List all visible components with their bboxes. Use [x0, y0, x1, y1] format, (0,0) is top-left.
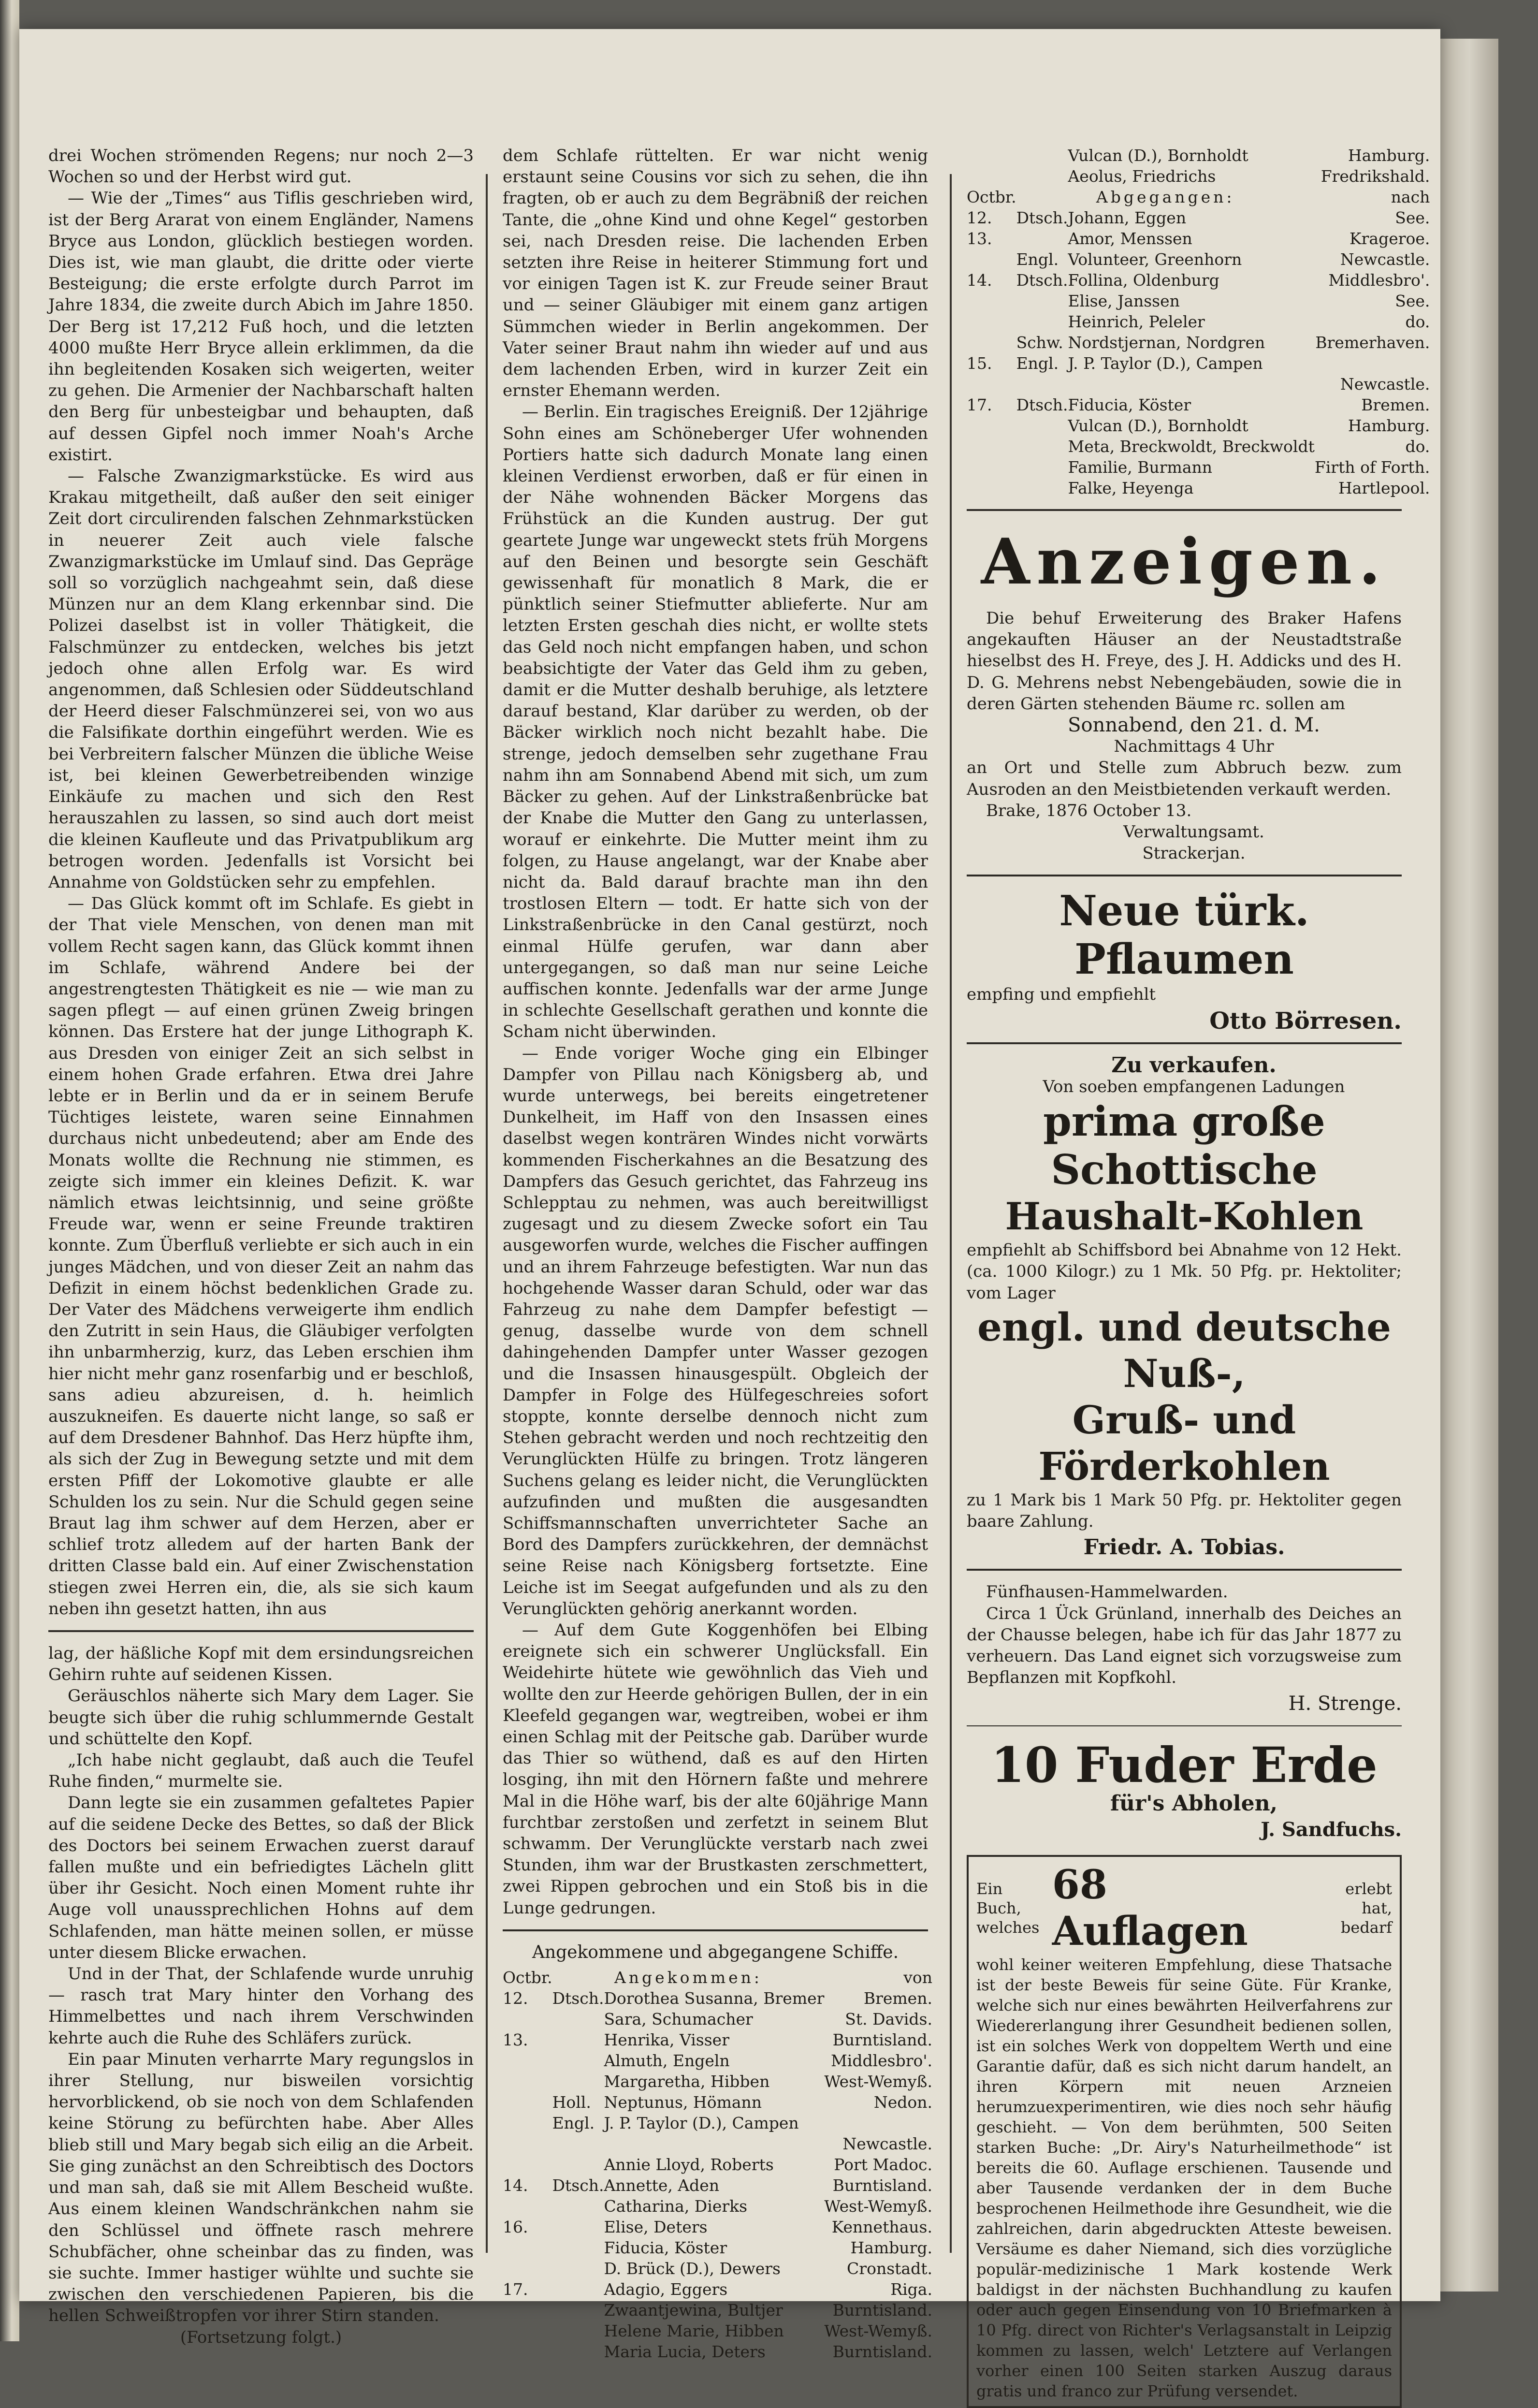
ship-flag — [552, 2133, 604, 2154]
divider — [967, 1569, 1402, 1571]
table-row — [967, 145, 1430, 166]
ship-port: Newcastle. — [842, 2134, 932, 2154]
ship-name: Annie Lloyd, Roberts — [604, 2155, 774, 2174]
ship-date: 12. — [503, 1989, 528, 2008]
ad-text: empfiehlt ab Schiffsbord bei Abnahme von 12 Hekt. (ca. 1000 Kilogr.) zu 1 Mk. 50 Pfg. pr. Hektoliter; vom Lager — [967, 1240, 1402, 1303]
ship-date — [967, 374, 1016, 394]
ship-date — [967, 436, 1016, 457]
ad-signer: Strackerjan. — [1142, 844, 1246, 863]
article-paragraph: dem Schlafe rüttelten. Er war nicht wenig erstaunt seine Cousins vor sich zu sehen, die ihn fragten, ob er auch zu dem Begräbniß der reichen Tante, die „ohne Kind und ohne Kegel“ gestorben sei, nach Dresden reise. Die lachenden Erben setzten ihre Reise in heiterer Stimmung fort und vor einigen Tagen ist K. zur Freude seiner Braut und — seiner Gläubiger mit einem ganz artigen Sümmchen wieder in Berlin angekommen. Der Vater seiner Braut nahm ihn wieder auf und aus dem lachenden Erben, wird in kurzer Zeit ein ernster Ehemann werden. — [503, 146, 928, 401]
ship-flag: Dtsch. — [1016, 395, 1068, 414]
table-row — [967, 187, 1430, 207]
ad-text: für's Abholen, — [1110, 1791, 1277, 1816]
article-paragraph: — Ende voriger Woche ging ein Elbinger Dampfer von Pillau nach Königsberg ab, und wurde unterwegs, bei bereits eingetretener Dunkelheit, im Haff von den Insassen eines daselbst wegen konträren Windes nicht vorwärts kommenden Fischerkahnes an die Besatzung des Dampfers das Gesuch gerichtet, das Fahrzeug ins Schlepptau zu nehmen, was auch bereitwilligst zugesagt und zu diesem Zwecke sofort ein Tau ausgeworfen wurde, welches die Fischer auffingen und an ihrem Fahrzeuge befestigten. War nun das hochgehende Wasser daran Schuld, oder war das Fahrzeug zu nahe dem Dampfer befestigt — genug, dasselbe wurde von dem schnell dahingehenden Dampfer unter Wasser gezogen und die Insassen hinausgespült. Obgleich der Dampfer in Folge des Hülfegeschreies sofort stoppte, konnte derselbe dennoch nicht zum Stehen gebracht werden und noch rechtzeitig den Verunglückten Hülfe zu bringen. Trotz längeren Suchens gelang es leider nicht, die Verunglückten aufzufinden und mußten die ausgesandten Schiffsmannschaften unverrichteter Sache an Bord des Dampfers zurückkehren, der demnächst seine Reise nach Königsberg fortsetzte. Eine Leiche ist im Seegat aufgefunden und als zu den Verunglückten gehörig anerkannt worden. — [503, 1043, 928, 1619]
table-row — [503, 1967, 932, 1988]
ship-port: West-Wemyß. — [824, 2072, 932, 2091]
ship-date — [967, 145, 1016, 166]
ad-plums — [967, 887, 1402, 1035]
ship-name: Elise, Deters — [604, 2218, 708, 2237]
ship-flag — [552, 2050, 604, 2071]
table-row — [503, 2071, 932, 2092]
ship-flag — [552, 2279, 604, 2300]
ship-flag: Engl. — [552, 2114, 595, 2133]
ship-flag: Dtsch. — [1016, 208, 1068, 227]
ship-flag — [552, 2029, 604, 2050]
table-subheading: Abgegangen: — [1096, 188, 1235, 206]
ship-name: Zwaantjewina, Bultjer — [604, 2301, 783, 2320]
ad-text: Circa 1 Ück Grünland, innerhalb des Deiches an der Chausse belegen, habe ich für das Jahr 1877 zu verheuern. Das Land eignet sich vorzugsweise zum Bepflanzen mit Kopfkohl. — [967, 1604, 1402, 1688]
ship-name: J. P. Taylor (D.), Campen — [604, 2114, 799, 2133]
ship-name: Annette, Aden — [604, 2176, 720, 2195]
ad-lead: Ein Buch, welches — [976, 1880, 1040, 1937]
ship-name: J. P. Taylor (D.), Campen — [1068, 354, 1263, 373]
article-paragraph: — Wie der „Times“ aus Tiflis geschrieben wird, ist der Berg Ararat von einem Engländer, Namens Bryce aus London, glücklich bestiegen worden. Dies ist, wie man glaubt, die dritte oder vierte Besteigung; die erste erfolgte durch Parrot im Jahre 1834, die zweite durch Abich im Jahre 1850. Der Berg ist 17,212 Fuß hoch, und die letzten 4000 mußte Herr Bryce allein erklimmen, da die ihn begleitenden Kosaken sich weigerten, weiter zu gehen. Die Armenier der Nachbarschaft halten den Berg für unbesteigbar und behaupten, daß auf dessen Gipfel noch immer Noah's Arche existirt. — [48, 189, 474, 465]
ship-date — [503, 2196, 552, 2217]
ship-port: Hartlepool. — [1338, 479, 1430, 497]
table-row — [967, 311, 1430, 332]
table-row — [503, 2341, 932, 2362]
ship-date: 13. — [967, 229, 992, 248]
ship-name: Follina, Oldenburg — [1068, 271, 1219, 290]
ship-name: D. Brück (D.), Dewers — [604, 2259, 781, 2278]
divider — [967, 509, 1402, 511]
column-3 — [967, 145, 1430, 2408]
ship-date — [503, 2133, 552, 2154]
ship-flag — [552, 2300, 604, 2320]
ship-flag — [1016, 436, 1068, 457]
table-row — [967, 394, 1430, 415]
ship-name: Familie, Burmann — [1068, 458, 1212, 477]
ship-port: Burntisland. — [832, 2342, 932, 2362]
ship-name — [604, 2133, 824, 2154]
ship-flag — [552, 2217, 604, 2237]
table-row — [967, 436, 1430, 457]
ship-flag — [552, 2196, 604, 2217]
ad-headline: 68 Auflagen — [1052, 1862, 1248, 1955]
table-row — [503, 2154, 932, 2175]
ship-date: 14. — [503, 2176, 528, 2195]
ship-port: West-Wemyß. — [824, 2321, 932, 2341]
ship-name: Falke, Heyenga — [1068, 479, 1194, 497]
ship-flag — [1016, 311, 1068, 332]
ship-name: Vulcan (D.), Bornholdt — [1068, 416, 1248, 435]
ad-text: Die behuf Erweiterung des Braker Hafens angekauften Häuser an der Neustadtstraße hieselbst des H. Freye, des J. H. Addicks und des H. D. G. Mehrens nebst Nebengebäuden, sowie die in deren Gärten stehenden Bäume rc. sollen am — [967, 609, 1402, 714]
ship-port: Burntisland. — [832, 2030, 932, 2050]
table-row — [967, 415, 1430, 436]
ship-port: Newcastle. — [1340, 250, 1430, 269]
ship-date — [967, 311, 1016, 332]
article-paragraph: — Das Glück kommt oft im Schlafe. Es giebt in der That viele Menschen, von denen man mit vollem Recht sagen kann, das Glück kommt ihnen im Schlafe, während Andere bei der angestrengtesten Thätigkeit es nie — wie man zu sagen pflegt — auf einen grünen Zweig bringen können. Das Erstere hat der junge Lithograph K. aus Dresden von einiger Zeit an sich selbst in einem hohen Grade erfahren. Etwa drei Jahre lebte er in Berlin und da er in seinem Berufe Tüchtiges leistete, waren seine Einnahmen durchaus nicht unbedeutend; aber am Ende des Monats wollte die Rechnung nie stimmen, es zeigte sich immer ein kleines Defizit. K. war nämlich etwas leichtsinnig, und seine größte Freude war, wenn er seine Freunde traktiren konnte. Zum Überfluß verliebte er sich auch in ein junges Mädchen, und von dieser Zeit an nahm das Defizit in einem höchst bedenklichen Grade zu. Der Vater des Mädchens verweigerte ihm endlich den Zutritt in sein Haus, die Gläubiger verfolgten ihn unbarmherzig, kurz, das Leben erschien ihm hier nicht mehr ganz rosenfarbig und er beschloß, sans adieu abzureisen, d. h. heimlich auszukneifen. Es dauerte nicht lange, so saß er auf dem Dresdener Bahnhof. Das Herz hüpfte ihm, als sich der Zug in Bewegung setzte und mit dem ersten Pfiff der Lokomotive glaubte er alle Schulden los zu sein. Nur die Schuld gegen seine Braut lag ihm schwer auf dem Herzen, aber er schlief trotz alledem auf der harten Bank der dritten Classe bald ein. Auf einer Zwischenstation stiegen zwei Herren ein, die, als sie sich kaum neben ihn gesetzt hatten, ihn aus — [48, 894, 474, 1619]
table-row — [503, 2300, 932, 2320]
table-row — [503, 2113, 932, 2133]
ad-text: Von soeben empfangenen Ladungen — [1043, 1077, 1345, 1097]
ship-name: Almuth, Engeln — [604, 2051, 730, 2071]
ship-date: 15. — [967, 354, 992, 373]
ship-flag — [1016, 145, 1068, 166]
column-rule — [950, 174, 952, 2253]
ad-grassland — [967, 1581, 1402, 1714]
table-row — [503, 2029, 932, 2050]
ship-name: Helene Marie, Hibben — [604, 2321, 784, 2341]
ad-text: empfing und empfiehlt — [967, 985, 1156, 1005]
ship-port: Port Madoc. — [834, 2155, 932, 2174]
ship-date — [503, 2341, 552, 2362]
ship-port: Newcastle. — [1340, 375, 1430, 394]
ship-port: Middlesbro'. — [1328, 271, 1430, 290]
story-paragraph: Geräuschlos näherte sich Mary dem Lager. Sie beugte sich über die ruhig schlummernde Gestalt und schüttelte den Kopf. — [48, 1686, 474, 1749]
table-row — [503, 2217, 932, 2237]
ship-flag — [1016, 228, 1068, 249]
ship-name: Catharina, Dierks — [604, 2197, 748, 2216]
ship-name: Volunteer, Greenhorn — [1068, 250, 1242, 269]
ship-date — [503, 2154, 552, 2175]
story-paragraph: Dann legte sie ein zusammen gefaltetes Papier auf die seidene Decke des Bettes, so daß der Blick des Doctors bei seinem Erwachen zuerst darauf fallen mußte und ein befriedigtes Lächeln glitt über ihr Gesicht. Noch einen Moment ruhte ihr Auge voll unaussprechlichen Hohns auf dem Schlafenden, man hätte meinen sollen, er müsse unter diesem Blicke erwachen. — [48, 1793, 474, 1962]
arrived-ships-table — [503, 1967, 932, 2362]
ship-flag: Engl. — [1016, 354, 1059, 373]
ship-flag — [552, 2154, 604, 2175]
ship-date — [503, 2237, 552, 2258]
ship-port: Middlesbro'. — [831, 2051, 932, 2071]
ship-date — [967, 332, 1016, 353]
ship-port: See. — [1395, 292, 1430, 310]
ad-head: Zu verkaufen. — [1111, 1052, 1277, 1078]
ship-name: Heinrich, Peleler — [1068, 312, 1205, 331]
ship-name: Johann, Eggen — [1068, 208, 1187, 227]
table-row — [967, 249, 1430, 270]
ad-coal — [967, 1052, 1402, 1560]
ship-port: Nedon. — [873, 2093, 932, 2112]
ship-port: Bremerhaven. — [1315, 333, 1430, 352]
ship-name: Neptunus, Hömann — [604, 2093, 762, 2112]
divider — [48, 1630, 474, 1632]
ad-headline: Neue türk. Pflaumen — [1059, 887, 1309, 984]
ad-lead: erlebt hat, bedarf — [1340, 1880, 1393, 1937]
ship-date — [503, 2258, 552, 2279]
article-paragraph: — Auf dem Gute Koggenhöfen bei Elbing ereignete sich ein schwerer Unglücksfall. Ein Weidehirte hütete wie gewöhnlich das Vieh und wollte den zur Heerde gehörigen Bullen, der in ein Kleefeld gegangen war, wegtreiben, wobei er ihm einen Schlag mit der Peitsche gab. Darüber wurde das Thier so wüthend, daß es auf den Hirten losging, ihn mit den Hörnern faßte und mehrere Mal in die Höhe warf, bis der alte 60jährige Mann furchtbar zerstoßen und zerfetzt in seinem Blut schwamm. Der Verunglückte verstarb nach zwei Stunden, ihm war der Brustkasten zerschmettert, zwei Rippen gebrochen und ein Stoß bis in die Lunge gedrungen. — [503, 1620, 928, 1918]
ship-port: St. Davids. — [845, 2010, 932, 2029]
ship-flag: Schw. — [1016, 333, 1063, 352]
ship-flag — [552, 2009, 604, 2029]
ad-book-head — [976, 1862, 1392, 1955]
table-row — [967, 228, 1430, 249]
ship-port: Kennethaus. — [831, 2218, 932, 2237]
table-row — [503, 2175, 932, 2196]
table-row — [503, 2050, 932, 2071]
ship-date: 14. — [967, 271, 992, 290]
ship-name: Fiducia, Köster — [604, 2238, 727, 2258]
table-row — [503, 2258, 932, 2279]
divider — [967, 875, 1402, 876]
ship-port — [1315, 353, 1430, 374]
ship-port: West-Wemyß. — [824, 2197, 932, 2216]
ship-name: Sara, Schumacher — [604, 2010, 753, 2029]
ad-signer: Friedr. A. Tobias. — [1083, 1535, 1285, 1560]
column-header: von — [903, 1968, 932, 1987]
ship-date — [967, 166, 1016, 187]
ad-text: an Ort und Stelle zum Abbruch bezw. zum Ausroden an den Meistbietenden verkauft werden. — [967, 758, 1402, 799]
ship-date — [503, 2050, 552, 2071]
ads-title: Anzeigen. — [981, 525, 1388, 598]
ship-date — [967, 457, 1016, 478]
ad-place-date: Brake, 1876 October 13. — [986, 801, 1192, 820]
ship-port: Burntisland. — [832, 2301, 932, 2320]
article-paragraph: — Berlin. Ein tragisches Ereigniß. Der 12jährige Sohn eines am Schöneberger Ufer wohnenden Portiers hatte sich dadurch Monate lang einen kleinen Verdienst erworben, daß er für einen in der Nähe wohnenden Bäcker Morgens das Frühstück an die Kunden austrug. Der gut geartete Junge war ungeweckt stets früh Morgens auf den Beinen und besorgte sein Geschäft gewissenhaft für monatlich 8 Mark, die er pünktlich seiner Stiefmutter ablieferte. Nur am letzten Ersten geschah dies nicht, er wollte stets das Geld noch nicht empfangen haben, und schon beabsichtigte der Vater das Geld ihm zu geben, damit er die Mutter deshalb beruhige, als letztere darauf bestand, Klar darüber zu werden, ob der Bäcker wirklich noch nicht bezahlt habe. Die strenge, jedoch demselben sehr zugethane Frau nahm ihn am Sonnabend Abend mit sich, um zum Bäcker zu gehen. Auf der Linkstraßenbrücke bat der Knabe die Mutter den Gang zu unterlassen, worauf er einkehrte. Die Mutter meint ihm zu folgen, zu Hause angelangt, war der Knabe aber nicht da. Bald darauf brachte man ihn den trostlosen Eltern — todt. Er hatte sich von der Linkstraßenbrücke in den Canal gestürzt, noch einmal Hülfe gerufen, war dann aber untergegangen, so daß man nur seine Leiche auffischen konnte. Jedenfalls war der arme Junge in schlechte Gesellschaft gerathen und konnte die Scham nicht überwinden. — [503, 402, 928, 1042]
ship-flag: Engl. — [1016, 250, 1059, 269]
ship-name: Vulcan (D.), Bornholdt — [1068, 146, 1248, 165]
story-paragraph: lag, der häßliche Kopf mit dem ersindungsreichen Gehirn ruhte auf seidenen Kissen. — [48, 1644, 474, 1685]
ship-name: Meta, Breckwoldt, Breckwoldt — [1068, 437, 1315, 456]
column-header: Octbr. — [503, 1968, 552, 1987]
ship-port: Bremen. — [1361, 395, 1430, 414]
divider — [967, 1725, 1402, 1726]
table-row — [967, 207, 1430, 228]
ship-date — [967, 249, 1016, 270]
ship-name: Henrika, Visser — [604, 2030, 729, 2050]
ship-date — [967, 478, 1016, 498]
ship-port: See. — [1395, 208, 1430, 227]
ship-name: Adagio, Eggers — [604, 2280, 728, 2299]
column-2 — [503, 145, 932, 2362]
table-row — [503, 2009, 932, 2029]
ad-headline: prima große Schottische — [1043, 1097, 1325, 1194]
table-row — [967, 457, 1430, 478]
ship-port — [824, 2113, 932, 2133]
ship-flag — [1016, 374, 1068, 394]
ship-date — [967, 291, 1016, 311]
ship-date: 17. — [503, 2280, 528, 2299]
ship-port: Burntisland. — [832, 2176, 932, 2195]
ship-flag: Dtsch. — [552, 2176, 604, 2195]
ad-signer: J. Sandfuchs. — [1261, 1818, 1402, 1841]
ad-signer: Otto Börresen. — [1209, 1007, 1402, 1035]
ad-place: Fünfhausen-Hammelwarden. — [986, 1582, 1228, 1602]
table-row — [967, 166, 1430, 187]
divider — [967, 1042, 1402, 1044]
ships-heading: Angekommene und abgegangene Schiffe. — [532, 1942, 899, 1962]
ad-headline: Haushalt-Kohlen — [1005, 1195, 1364, 1239]
continuation-note: (Fortsetzung folgt.) — [180, 2327, 342, 2347]
ship-flag: Dtsch. — [552, 1989, 604, 2008]
ad-date: Sonnabend, den 21. d. M. — [1068, 714, 1320, 737]
ship-flag — [1016, 415, 1068, 436]
ad-soil — [967, 1737, 1402, 1840]
ship-port: do. — [1405, 437, 1430, 456]
ship-date: 12. — [967, 208, 992, 227]
left-page-edge — [0, 0, 19, 2341]
ship-name: Maria Lucia, Deters — [604, 2342, 766, 2362]
ad-text: wohl keiner weiteren Empfehlung, diese Thatsache ist der beste Beweis für seine Güte. Für Kranke, welche sich nur eines bewährten Heilverfahrens zur Wiedererlangung ihrer Gesundheit bedienen sollen, ist ein solches Werk von doppeltem Werth und eine Garantie dafür, daß es sich nicht darum handelt, an ihren Körpern mit neuen Arzneien herumzuexperimentiren, wie dies noch sehr häufig geschieht. — Von dem berühmten, 500 Seiten starken Buche: „Dr. Airy's Naturheilmethode“ ist bereits die 60. Auflage erschienen. Tausende und aber Tausende verdanken der in dem Buche besprochenen Heilmethode ihre Gesundheit, wie die zahlreichen, darin abgedruckten Atteste beweisen. Versäume es daher Niemand, sich dies vorzügliche populär-medizinische 1 Mark kostende Werk baldigst in der nächsten Buchhandlung zu kaufen oder auch gegen Einsendung von 10 Briefmarken à 10 Pfg. direct von Richter's Verlagsanstalt in Leipzig kommen zu lassen, welch' Letztere auf Verlangen vorher einen 100 Seiten starken Auszug daraus gratis und franco zur Prüfung versendet. — [976, 1956, 1392, 2401]
column-1 — [48, 145, 474, 2348]
ad-headline: 10 Fuder Erde — [991, 1736, 1378, 1794]
ad-time: Nachmittags 4 Uhr — [1114, 737, 1274, 757]
ad-headline: Gruß- und Förderkohlen — [1038, 1397, 1330, 1489]
ship-port: Cronstadt. — [847, 2259, 932, 2278]
ship-port: Fredrikshald. — [1320, 167, 1430, 186]
ship-port: Riga. — [890, 2280, 932, 2299]
ship-name: Fiducia, Köster — [1068, 395, 1191, 414]
ship-flag — [552, 2237, 604, 2258]
ship-flag — [552, 2341, 604, 2362]
ship-date — [967, 415, 1016, 436]
ship-flag — [1016, 291, 1068, 311]
ship-name — [1068, 374, 1314, 394]
ship-date — [503, 2113, 552, 2133]
newspaper-page — [19, 29, 1440, 2401]
ship-name: Elise, Janssen — [1068, 292, 1180, 310]
ship-date — [503, 2320, 552, 2341]
ship-flag — [552, 2258, 604, 2279]
ad-book — [967, 1855, 1402, 2408]
story-paragraph: Und in der That, der Schlafende wurde unruhig — rasch trat Mary hinter den Vorhang des Himmelbettes und nach ihrem Verschwinden kehrte auch die Ruhe des Schläfers zurück. — [48, 1964, 474, 2048]
table-row — [967, 478, 1430, 498]
ship-port: Hamburg. — [1348, 416, 1430, 435]
ship-name: Margaretha, Hibben — [604, 2072, 770, 2091]
ship-flag: Holl. — [552, 2093, 591, 2112]
table-subheading: Angekommen: — [614, 1968, 763, 1987]
ship-name: Amor, Menssen — [1068, 229, 1192, 248]
ship-port: Krageroe. — [1349, 229, 1430, 248]
table-row — [503, 1988, 932, 2009]
ship-date — [503, 2092, 552, 2113]
story-paragraph: „Ich habe nicht geglaubt, daß auch die Teufel Ruhe finden,“ murmelte sie. — [48, 1751, 474, 1792]
ad-signer: H. Strenge. — [1288, 1693, 1402, 1715]
ad-text: zu 1 Mark bis 1 Mark 50 Pfg. pr. Hektoliter gegen baare Zahlung. — [967, 1490, 1402, 1532]
ship-flag — [1016, 457, 1068, 478]
ship-port: do. — [1405, 312, 1430, 331]
ship-name: Nordstjernan, Nordgren — [1068, 333, 1265, 352]
right-page-edge — [1440, 39, 1498, 2291]
ship-date: 16. — [503, 2218, 528, 2237]
ship-name: Aeolus, Friedrichs — [1068, 167, 1216, 186]
table-row — [967, 332, 1430, 353]
ship-flag: Dtsch. — [1016, 271, 1068, 290]
table-row — [503, 2196, 932, 2217]
ship-date: 13. — [503, 2030, 528, 2050]
table-row — [967, 270, 1430, 291]
ship-name: Dorothea Susanna, Bremer — [604, 1989, 825, 2008]
table-row — [967, 291, 1430, 311]
table-row — [967, 353, 1430, 374]
divider — [503, 1929, 928, 1931]
table-row — [967, 374, 1430, 394]
table-row — [503, 2320, 932, 2341]
table-row — [503, 2279, 932, 2300]
ship-port: Firth of Forth. — [1314, 458, 1430, 477]
table-row — [503, 2133, 932, 2154]
ship-date — [503, 2009, 552, 2029]
table-row — [503, 2237, 932, 2258]
ship-port: Hamburg. — [850, 2238, 932, 2258]
column-header: Octbr. — [967, 188, 1016, 206]
ship-date — [503, 2300, 552, 2320]
ship-flag — [1016, 478, 1068, 498]
ad-demolition — [967, 608, 1402, 864]
ship-date: 17. — [967, 395, 992, 414]
ship-date — [503, 2071, 552, 2092]
table-row — [503, 2092, 932, 2113]
ship-port: Hamburg. — [1348, 146, 1430, 165]
ad-office: Verwaltungsamt. — [1123, 822, 1264, 842]
article-paragraph: drei Wochen strömenden Regens; nur noch 2—3 Wochen so und der Herbst wird gut. — [48, 146, 474, 187]
arrived-ships-continued — [967, 145, 1430, 498]
column-header: nach — [1391, 188, 1430, 206]
article-paragraph: — Falsche Zwanzigmarkstücke. Es wird aus Krakau mitgetheilt, daß außer den seit einiger Zeit dort circulirenden falschen Zehnmarkstücken in neuerer Zeit auch viele falsche Zwanzigmarkstücke im Umlauf sind. Das Gepräge soll so vorzüglich nachgeahmt sein, daß diese Münzen nur an dem Klang erkennbar sind. Die Polizei daselbst ist in voller Thätigkeit, die Falschmünzer zu entdecken, welches bis jetzt jedoch ohne allen Erfolg war. Es wird angenommen, daß Schlesien oder Süddeutschland der Heerd dieser Falschmünzerei sei, von wo aus die Falsifikate dorthin eingeführt werden. Wie es bei Verbreitern falscher Münzen die übliche Weise ist, bei kleinen Gewerbetreibenden winzige Einkäufe zu machen und sich den Rest herauszahlen zu lassen, so sind auch dort meist die kleinen Kaufleute und das Privatpublikum arg betrogen worden. Jedenfalls ist Vorsicht bei Annahme von Goldstücken sehr zu empfehlen. — [48, 467, 474, 892]
ship-flag — [552, 2320, 604, 2341]
story-paragraph: Ein paar Minuten verharrte Mary regungslos in ihrer Stellung, nur bisweilen vorsichtig hervorblickend, ob sie noch von dem Schlafenden keine Störung zu befürchten habe. Aber Alles blieb still und Mary begab sich eilig an die Arbeit. Sie ging zunächst an den Schreibtisch des Doctors und man sah, daß sie mit Allem Bescheid wußte. Aus einem kleinen Wandschränkchen nahm sie den Schlüssel und öffnete rasch mehrere Schubfächer, ohne scheinbar das zu finden, was sie suchte. Immer hastiger wühlte und suchte sie zwischen den verschiedenen Papieren, bis die hellen Schweißtropfen vor ihrer Stirn standen. — [48, 2049, 474, 2326]
ship-flag — [1016, 166, 1068, 187]
column-rule — [486, 174, 488, 2253]
ship-flag — [552, 2071, 604, 2092]
ad-headline: engl. und deutsche Nuß-, — [977, 1304, 1391, 1396]
ship-port: Bremen. — [863, 1989, 932, 2008]
